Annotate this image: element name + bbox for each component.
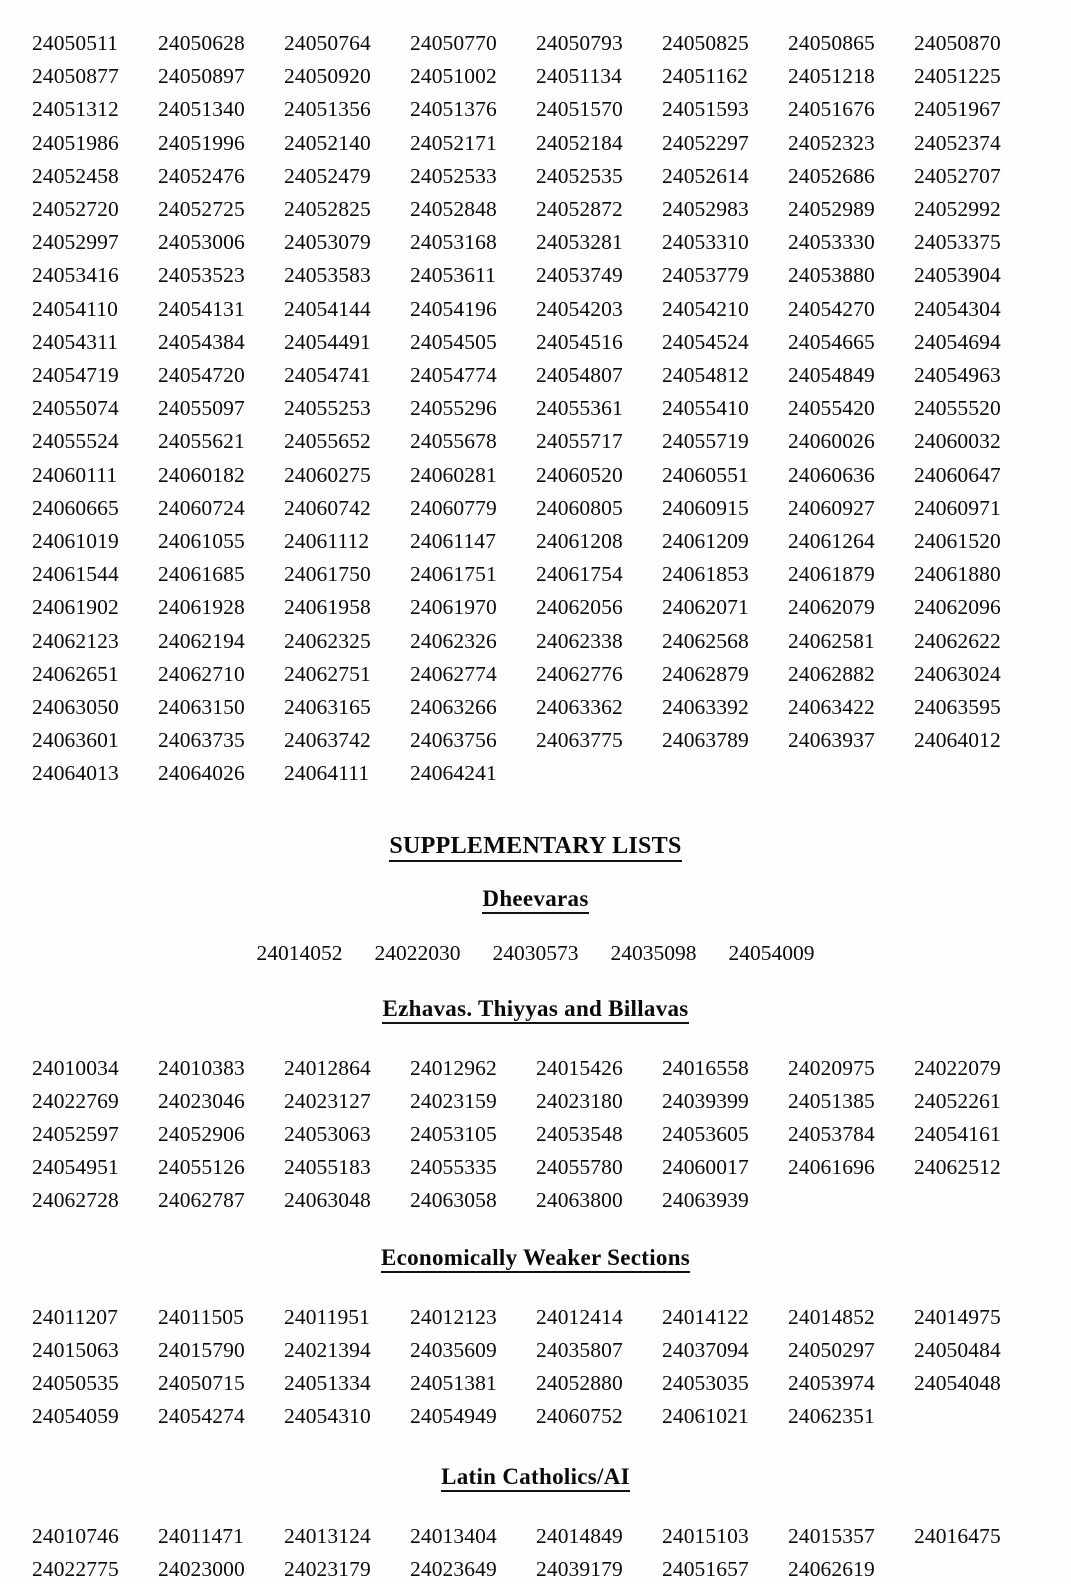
register-number-item: 24053974 — [788, 1371, 875, 1396]
register-number-item: 24051996 — [158, 130, 245, 155]
register-number-item: 24063595 — [914, 695, 1001, 720]
register-number-item: 24054524 — [662, 329, 749, 354]
register-number-item: 24052323 — [788, 130, 875, 155]
register-number-item: 24053035 — [662, 1371, 749, 1396]
register-number-item: 24052906 — [158, 1122, 245, 1147]
register-number-item: 24014975 — [914, 1304, 1001, 1329]
register-number-item: 24051312 — [32, 97, 119, 122]
register-number-item: 24022769 — [32, 1088, 119, 1113]
register-number-item: 24050920 — [284, 64, 371, 89]
register-number-item: 24060927 — [788, 495, 875, 520]
register-number-item: 24062581 — [788, 628, 875, 653]
register-number-item: 24050825 — [662, 31, 749, 55]
register-number-item: 24052992 — [914, 197, 1001, 222]
register-number-item: 24052825 — [284, 197, 371, 222]
register-number-item: 24051334 — [284, 1371, 371, 1396]
register-number-item: 24055719 — [662, 429, 749, 454]
register-number-item: 24055074 — [32, 396, 119, 421]
register-number-item: 24063742 — [284, 728, 371, 753]
register-number-item: 24054131 — [158, 296, 245, 321]
register-number-item: 24051676 — [788, 97, 875, 122]
register-number-item: 24054949 — [410, 1404, 497, 1429]
register-number-item: 24052848 — [410, 197, 497, 222]
register-number-item: 24052686 — [788, 163, 875, 188]
register-number-item: 24052614 — [662, 163, 749, 188]
register-number-item: 24052140 — [284, 130, 371, 155]
register-number-item: 24062096 — [914, 595, 1001, 620]
register-number-item: 24022030 — [374, 940, 461, 965]
register-number-item: 24052297 — [662, 130, 749, 155]
register-number-item: 24061112 — [284, 529, 370, 554]
register-number-item: 24055335 — [410, 1155, 497, 1180]
register-number-item: 24054009 — [728, 940, 815, 965]
register-number-item: 24015063 — [32, 1337, 119, 1362]
register-number-item: 24054491 — [284, 329, 371, 354]
register-number-item: 24061958 — [284, 595, 371, 620]
register-number-item: 24061750 — [284, 562, 371, 587]
register-number-item: 24061751 — [410, 562, 497, 587]
register-number-item: 24055524 — [32, 429, 119, 454]
register-number-item: 24011207 — [32, 1304, 119, 1329]
section-heading-ews-text: Economically Weaker Sections — [381, 1245, 690, 1273]
number-list-latin-catholics — [0, 1520, 1071, 1586]
register-number-item: 24054270 — [788, 296, 875, 321]
register-number-item: 24062622 — [914, 628, 1001, 653]
register-number-item: 24052872 — [536, 197, 623, 222]
register-number-item: 24050764 — [284, 31, 371, 55]
register-number-item: 24062056 — [536, 595, 623, 620]
register-number-item: 24060665 — [32, 495, 119, 520]
register-number-item: 24063392 — [662, 695, 749, 720]
register-number-item: 24062882 — [788, 661, 875, 686]
register-number-item: 24054144 — [284, 296, 371, 321]
register-number-item: 24060275 — [284, 462, 371, 487]
register-number-item: 24060032 — [914, 429, 1001, 454]
register-number-item: 24060017 — [662, 1155, 749, 1180]
register-number-item: 24014122 — [662, 1304, 749, 1329]
register-number-item: 24051162 — [662, 64, 749, 89]
register-number-item: 24050297 — [788, 1337, 875, 1362]
register-number-item: 24055780 — [536, 1155, 623, 1180]
register-number-item: 24061264 — [788, 529, 875, 554]
register-number-item: 24054516 — [536, 329, 623, 354]
register-number-item: 24062568 — [662, 628, 749, 653]
register-number-item: 24062710 — [158, 661, 245, 686]
register-number-item: 24064012 — [914, 728, 1001, 753]
register-number-item: 24050870 — [914, 31, 1001, 55]
register-number-item: 24014849 — [536, 1523, 623, 1548]
register-number-item: 24053583 — [284, 263, 371, 288]
section-heading-ews — [0, 1245, 1071, 1271]
register-number-item: 24055717 — [536, 429, 623, 454]
register-number-item: 24054849 — [788, 363, 875, 388]
register-number-item: 24022079 — [914, 1055, 1001, 1080]
register-number-item: 24061208 — [536, 529, 623, 554]
register-number-item: 24054311 — [32, 329, 119, 354]
register-number-item: 24052374 — [914, 130, 1001, 155]
register-number-item: 24053375 — [914, 230, 1001, 255]
register-number-item: 24061520 — [914, 529, 1001, 554]
section-heading-dheevaras — [0, 886, 1071, 912]
register-number-item: 24062338 — [536, 628, 623, 653]
register-number-item: 24050484 — [914, 1337, 1001, 1362]
register-number-item: 24053281 — [536, 230, 623, 255]
register-number-item: 24010746 — [32, 1523, 119, 1548]
register-number-item: 24054210 — [662, 296, 749, 321]
register-number-item: 24060752 — [536, 1404, 623, 1429]
register-number-item: 24060281 — [410, 462, 497, 487]
register-number-item: 24052983 — [662, 197, 749, 222]
register-number-item: 24053523 — [158, 263, 245, 288]
register-number-item: 24063735 — [158, 728, 245, 753]
register-number-item: 24053611 — [410, 263, 497, 288]
register-number-item: 24055410 — [662, 396, 749, 421]
register-number-item: 24051218 — [788, 64, 875, 89]
register-number-item: 24051986 — [32, 130, 119, 155]
register-number-item: 24021394 — [284, 1337, 371, 1362]
register-number-item: 24051381 — [410, 1371, 497, 1396]
register-number-item: 24015103 — [662, 1523, 749, 1548]
register-number-item: 24050535 — [32, 1371, 119, 1396]
register-number-item: 24062728 — [32, 1188, 119, 1213]
register-number-item: 24053168 — [410, 230, 497, 255]
register-number-item: 24012414 — [536, 1304, 623, 1329]
register-number-item: 24054720 — [158, 363, 245, 388]
register-number-item: 24054505 — [410, 329, 497, 354]
register-number-item: 24060182 — [158, 462, 245, 487]
register-number-item: 24054203 — [536, 296, 623, 321]
register-number-item: 24061879 — [788, 562, 875, 587]
register-number-item: 24030573 — [492, 940, 579, 965]
register-number-item: 24053605 — [662, 1122, 749, 1147]
section-heading-ezhavas-text: Ezhavas. Thiyyas and Billavas — [382, 996, 688, 1024]
register-number-item: 24052458 — [32, 163, 119, 188]
section-heading-latin-catholics-text: Latin Catholics/AI — [441, 1464, 630, 1492]
register-number-item: 24063601 — [32, 728, 119, 753]
register-number-item: 24063266 — [410, 695, 497, 720]
register-number-item: 24052997 — [32, 230, 119, 255]
register-number-item: 24012962 — [410, 1055, 497, 1080]
register-number-item: 24023000 — [158, 1556, 245, 1581]
register-number-item: 24051002 — [410, 64, 497, 89]
register-number-item: 24062079 — [788, 595, 875, 620]
register-number-item: 24037094 — [662, 1337, 749, 1362]
register-number-item: 24055420 — [788, 396, 875, 421]
register-number-item: 24013404 — [410, 1523, 497, 1548]
main-number-list — [0, 0, 1071, 791]
register-number-item: 24061055 — [158, 529, 245, 554]
register-number-item: 24050897 — [158, 64, 245, 89]
register-number-item: 24050865 — [788, 31, 875, 55]
register-number-item: 24023159 — [410, 1088, 497, 1113]
register-number-item: 24061928 — [158, 595, 245, 620]
register-number-item: 24051593 — [662, 97, 749, 122]
register-number-item: 24061147 — [410, 529, 497, 554]
number-list-dheevaras — [0, 938, 1071, 968]
register-number-item: 24061209 — [662, 529, 749, 554]
register-number-item: 24054274 — [158, 1404, 245, 1429]
register-number-item: 24035098 — [610, 940, 697, 965]
register-number-item: 24052533 — [410, 163, 497, 188]
register-number-item: 24054719 — [32, 363, 119, 388]
register-number-item: 24054812 — [662, 363, 749, 388]
register-number-item: 24060111 — [32, 462, 118, 487]
register-number-item: 24054304 — [914, 296, 1001, 321]
register-number-item: 24012864 — [284, 1055, 371, 1080]
register-number-item: 24055361 — [536, 396, 623, 421]
register-number-item: 24051340 — [158, 97, 245, 122]
register-number-item: 24063024 — [914, 661, 1001, 686]
register-number-item: 24050877 — [32, 64, 119, 89]
register-number-item: 24053784 — [788, 1122, 875, 1147]
register-number-item: 24023180 — [536, 1088, 623, 1113]
register-number-item: 24016558 — [662, 1055, 749, 1080]
register-number-item: 24055678 — [410, 429, 497, 454]
register-number-item: 24053006 — [158, 230, 245, 255]
supplementary-lists-title-text: SUPPLEMENTARY LISTS — [389, 833, 681, 862]
register-number-item: 24060724 — [158, 495, 245, 520]
register-number-item: 24054807 — [536, 363, 623, 388]
register-number-item: 24062194 — [158, 628, 245, 653]
register-number-item: 24060636 — [788, 462, 875, 487]
register-number-item: 24061853 — [662, 562, 749, 587]
register-number-item: 24051376 — [410, 97, 497, 122]
register-number-item: 24055253 — [284, 396, 371, 421]
register-number-item: 24052171 — [410, 130, 497, 155]
register-number-item: 24053063 — [284, 1122, 371, 1147]
register-number-item: 24055183 — [284, 1155, 371, 1180]
register-number-item: 24053105 — [410, 1122, 497, 1147]
register-number-item: 24063050 — [32, 695, 119, 720]
register-number-item: 24062879 — [662, 661, 749, 686]
supplementary-lists-title — [0, 833, 1071, 860]
register-number-item: 24063165 — [284, 695, 371, 720]
register-number-item: 24061544 — [32, 562, 119, 587]
register-number-item: 24010383 — [158, 1055, 245, 1080]
register-number-item: 24060551 — [662, 462, 749, 487]
register-number-item: 24051385 — [788, 1088, 875, 1113]
register-number-item: 24061019 — [32, 529, 119, 554]
register-number-item: 24063775 — [536, 728, 623, 753]
register-number-item: 24054963 — [914, 363, 1001, 388]
register-number-item: 24063800 — [536, 1188, 623, 1213]
register-number-item: 24055652 — [284, 429, 371, 454]
register-number-item: 24052476 — [158, 163, 245, 188]
register-number-item: 24062512 — [914, 1155, 1001, 1180]
register-number-item: 24015426 — [536, 1055, 623, 1080]
register-number-item: 24023046 — [158, 1088, 245, 1113]
register-number-item: 24061880 — [914, 562, 1001, 587]
register-number-item: 24054059 — [32, 1404, 119, 1429]
register-number-item: 24050628 — [158, 31, 245, 55]
register-number-item: 24039399 — [662, 1088, 749, 1113]
register-number-item: 24060915 — [662, 495, 749, 520]
register-number-item: 24052880 — [536, 1371, 623, 1396]
register-number-item: 24053749 — [536, 263, 623, 288]
register-number-item: 24063048 — [284, 1188, 371, 1213]
section-heading-dheevaras-text: Dheevaras — [482, 886, 588, 914]
register-number-item: 24063058 — [410, 1188, 497, 1213]
register-number-item: 24011505 — [158, 1304, 245, 1329]
register-number-item: 24023179 — [284, 1556, 371, 1581]
register-number-item: 24050511 — [32, 31, 119, 55]
register-number-item: 24062751 — [284, 661, 371, 686]
register-number-item: 24054741 — [284, 363, 371, 388]
register-number-item: 24053548 — [536, 1122, 623, 1147]
register-number-item: 24054951 — [32, 1155, 119, 1180]
register-number-item: 24055097 — [158, 396, 245, 421]
register-number-item: 24060647 — [914, 462, 1001, 487]
register-number-item: 24022775 — [32, 1556, 119, 1581]
register-number-item: 24061902 — [32, 595, 119, 620]
register-number-item: 24039179 — [536, 1556, 623, 1581]
register-number-item: 24062326 — [410, 628, 497, 653]
register-number-item: 24054665 — [788, 329, 875, 354]
register-number-item: 24054384 — [158, 329, 245, 354]
register-number-item: 24052707 — [914, 163, 1001, 188]
register-number-item: 24062123 — [32, 628, 119, 653]
register-number-item: 24054110 — [32, 296, 119, 321]
register-number-item: 24054196 — [410, 296, 497, 321]
number-list-ews — [0, 1301, 1071, 1434]
register-number-item: 24063937 — [788, 728, 875, 753]
register-number-item: 24051225 — [914, 64, 1001, 89]
register-number-item: 24064241 — [410, 761, 497, 786]
register-number-item: 24053330 — [788, 230, 875, 255]
register-number-item: 24013124 — [284, 1523, 371, 1548]
register-number-item: 24052989 — [788, 197, 875, 222]
register-number-item: 24051356 — [284, 97, 371, 122]
register-number-item: 24051134 — [536, 64, 623, 89]
register-number-item: 24052535 — [536, 163, 623, 188]
register-number-item: 24052479 — [284, 163, 371, 188]
register-number-item: 24023649 — [410, 1556, 497, 1581]
register-number-item: 24023127 — [284, 1088, 371, 1113]
register-number-item: 24060026 — [788, 429, 875, 454]
register-number-item: 24063362 — [536, 695, 623, 720]
register-number-item: 24050715 — [158, 1371, 245, 1396]
register-number-item: 24063756 — [410, 728, 497, 753]
register-number-item: 24061970 — [410, 595, 497, 620]
register-number-item: 24053079 — [284, 230, 371, 255]
register-number-item: 24062351 — [788, 1404, 875, 1429]
register-number-item: 24064026 — [158, 761, 245, 786]
register-number-item: 24053904 — [914, 263, 1001, 288]
register-number-item: 24060971 — [914, 495, 1001, 520]
register-number-item: 24063150 — [158, 695, 245, 720]
register-number-item: 24063789 — [662, 728, 749, 753]
register-number-item: 24050770 — [410, 31, 497, 55]
register-number-item: 24053779 — [662, 263, 749, 288]
register-number-item: 24063939 — [662, 1188, 749, 1213]
register-number-item: 24052725 — [158, 197, 245, 222]
register-number-item: 24035609 — [410, 1337, 497, 1362]
register-number-item: 24061021 — [662, 1404, 749, 1429]
register-number-item: 24054310 — [284, 1404, 371, 1429]
register-number-item: 24015790 — [158, 1337, 245, 1362]
register-number-item: 24014052 — [256, 940, 343, 965]
register-number-item: 24011951 — [284, 1304, 371, 1329]
register-number-item: 24064013 — [32, 761, 119, 786]
number-list-ezhavas — [0, 1052, 1071, 1218]
register-number-item: 24062651 — [32, 661, 119, 686]
register-number-item: 24053310 — [662, 230, 749, 255]
register-number-item: 24055126 — [158, 1155, 245, 1180]
register-number-item: 24061685 — [158, 562, 245, 587]
register-number-item: 24064111 — [284, 761, 370, 786]
register-number-item: 24010034 — [32, 1055, 119, 1080]
register-number-item: 24062071 — [662, 595, 749, 620]
register-number-item: 24063422 — [788, 695, 875, 720]
register-number-item: 24012123 — [410, 1304, 497, 1329]
section-heading-latin-catholics — [0, 1464, 1071, 1490]
register-number-item: 24054774 — [410, 363, 497, 388]
register-number-item: 24053880 — [788, 263, 875, 288]
register-number-item: 24052720 — [32, 197, 119, 222]
register-number-item: 24055296 — [410, 396, 497, 421]
register-number-item: 24055520 — [914, 396, 1001, 421]
register-number-item: 24060805 — [536, 495, 623, 520]
register-number-item: 24060520 — [536, 462, 623, 487]
register-number-item: 24061754 — [536, 562, 623, 587]
register-number-item: 24015357 — [788, 1523, 875, 1548]
register-number-item: 24054161 — [914, 1122, 1001, 1147]
register-number-item: 24061696 — [788, 1155, 875, 1180]
register-number-item: 24054048 — [914, 1371, 1001, 1396]
register-number-item: 24052184 — [536, 130, 623, 155]
register-number-item: 24051570 — [536, 97, 623, 122]
register-number-item: 24062619 — [788, 1556, 875, 1581]
register-number-item: 24060742 — [284, 495, 371, 520]
register-number-item: 24052597 — [32, 1122, 119, 1147]
register-number-item: 24051657 — [662, 1556, 749, 1581]
register-number-item: 24020975 — [788, 1055, 875, 1080]
register-number-item: 24016475 — [914, 1523, 1001, 1548]
section-heading-ezhavas — [0, 996, 1071, 1022]
register-number-item: 24014852 — [788, 1304, 875, 1329]
register-number-item: 24055621 — [158, 429, 245, 454]
register-number-item: 24051967 — [914, 97, 1001, 122]
register-number-item: 24050793 — [536, 31, 623, 55]
register-number-item: 24052261 — [914, 1088, 1001, 1113]
register-number-item: 24062776 — [536, 661, 623, 686]
register-number-item: 24054694 — [914, 329, 1001, 354]
register-number-item: 24060779 — [410, 495, 497, 520]
register-number-item: 24062787 — [158, 1188, 245, 1213]
register-number-item: 24035807 — [536, 1337, 623, 1362]
register-number-item: 24062774 — [410, 661, 497, 686]
register-number-item: 24011471 — [158, 1523, 245, 1548]
register-number-item: 24053416 — [32, 263, 119, 288]
register-number-item: 24062325 — [284, 628, 371, 653]
